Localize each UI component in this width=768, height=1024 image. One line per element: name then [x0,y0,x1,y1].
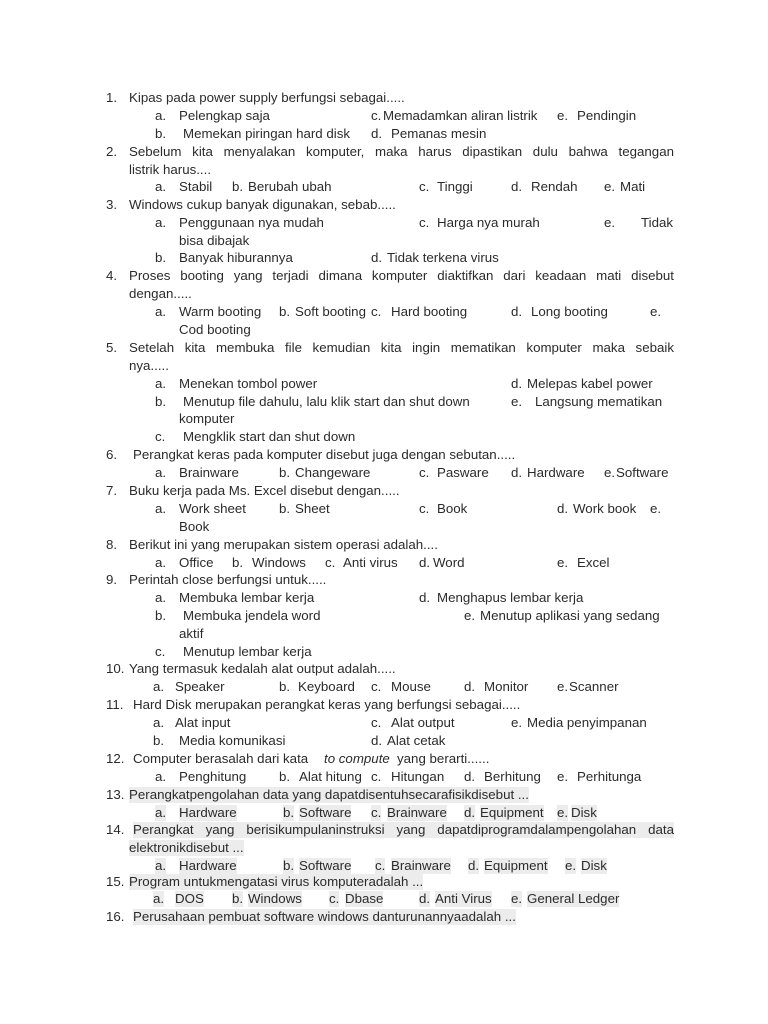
option-letter: d. [464,679,476,694]
question-text: Berikut ini yang merupakan sistem operasi adalah.... [129,537,438,552]
option-letter: b. [153,733,165,748]
option-letter: e. [464,608,476,623]
option-letter: d. [557,501,569,516]
option-text: Software [299,858,352,873]
option-letter: c. [155,429,166,444]
option-letter: e. [511,891,523,906]
option-text: Brainware [179,465,239,480]
option-letter: d. [371,250,383,265]
option-letter: a. [153,715,165,730]
question-number: 14. [106,822,125,837]
question-text-cont: listrik harus.... [129,162,212,177]
question-number: 5. [106,340,118,355]
question-number: 3. [106,197,118,212]
option-text: Windows [252,555,306,570]
option-text: Harga nya murah [437,215,540,230]
question-number: 8. [106,537,118,552]
option-text: Rendah [531,179,578,194]
option-text: Stabil [179,179,213,194]
option-text: Penggunaan nya mudah [179,215,324,230]
option-text: Brainware [387,805,447,820]
option-text: Hardware [527,465,585,480]
question-number: 15. [106,874,125,889]
option-text: Menutup file dahulu, lalu klik start dan shut down [183,394,470,409]
question-number: 13. [106,787,125,802]
option-letter: e. [650,501,662,516]
option-text: Equipment [480,805,544,820]
option-text: Banyak hiburannya [179,250,293,265]
question-text: Perangkat keras pada komputer disebut juga dengan sebutan..... [133,447,516,462]
question-number: 10. [106,661,125,676]
option-letter: e. [557,769,569,784]
question-text: Perusahaan pembuat software windows danturunannyaadalah ... [133,909,516,924]
option-letter: c. [371,304,382,319]
option-text: Hard booting [391,304,468,319]
option-text: Menghapus lembar kerja [437,590,584,605]
option-letter: c. [329,891,340,906]
option-letter: d. [464,805,476,820]
option-text: Keyboard [298,679,355,694]
question-text: Yang termasuk kedalah alat output adalah..... [129,661,396,676]
option-text: Warm booting [179,304,262,319]
question-text-cont: elektronikdisebut ... [129,840,244,855]
option-letter: e. [557,108,569,123]
option-text: Sheet [295,501,330,516]
option-letter: e. [557,679,569,694]
option-letter: e. [557,555,569,570]
option-letter: a. [155,501,167,516]
option-text: Membuka jendela word [183,608,321,623]
option-letter: c. [371,715,382,730]
option-letter: e. [604,215,616,230]
option-text: Langsung mematikan [535,394,663,409]
option-text: Windows [248,891,302,906]
option-text: Menutup aplikasi yang sedang [480,608,660,623]
option-letter: c. [371,769,382,784]
option-letter: c. [419,465,430,480]
option-letter: e. [604,179,616,194]
question-text-cont: nya..... [129,358,169,373]
option-text: Memadamkan aliran listrik [383,108,538,123]
option-letter: d. [419,891,431,906]
option-text: Hitungan [391,769,445,784]
option-text: Book [437,501,468,516]
option-text: Software [616,465,669,480]
option-letter: a. [155,590,167,605]
option-letter: b. [155,126,167,141]
option-text: Berhitung [484,769,541,784]
option-text: General Ledger [527,891,620,906]
option-letter: a. [155,215,167,230]
option-letter: b. [155,608,167,623]
option-text: Cod booting [179,322,251,337]
option-letter: b. [279,501,291,516]
option-text: Tidak [641,215,674,230]
option-text: Alat output [391,715,455,730]
option-letter: d. [464,769,476,784]
option-text: Penghitung [179,769,247,784]
option-letter: a. [155,805,167,820]
option-text: Mouse [391,679,431,694]
option-letter: c. [155,644,166,659]
option-text: Media penyimpanan [527,715,647,730]
option-letter: a. [155,376,167,391]
option-letter: b. [279,769,291,784]
option-letter: c. [419,501,430,516]
option-text: Anti virus [343,555,398,570]
option-letter: b. [232,179,244,194]
option-letter: e. [650,304,662,319]
option-letter: b. [279,304,291,319]
option-letter: e. [565,858,577,873]
option-letter: d. [419,590,431,605]
option-text: Alat cetak [387,733,446,748]
option-text: Dbase [345,891,384,906]
option-text: bisa dibajak [179,233,250,248]
question-text: Computer berasalah dari kata [133,751,309,766]
option-text: Long booting [531,304,608,319]
option-text: Alat input [175,715,231,730]
question-text: Perangkatpengolahan data yang dapatdisentuhsecarafisikdisebut ... [129,787,529,802]
option-text: aktif [179,626,204,641]
option-letter: c. [419,179,430,194]
question-text: Setelah kita membuka file kemudian kita ingin mematikan komputer maka sebaik [129,340,674,355]
option-letter: e. [511,715,523,730]
question-text: Perangkat yang berisikumpulaninstruksi yang dapatdiprogramdalampengolahan data [133,822,674,837]
option-text: Pelengkap saja [179,108,270,123]
question-text: Buku kerja pada Ms. Excel disebut dengan..... [129,483,400,498]
option-text: Menekan tombol power [179,376,318,391]
question-number: 6. [106,447,118,462]
option-letter: a. [155,108,167,123]
option-letter: a. [155,304,167,319]
question-text: Proses booting yang terjadi dimana komputer diaktifkan dari keadaan mati disebut [129,268,674,283]
option-text: Mati [620,179,646,194]
option-text: Brainware [391,858,451,873]
question-number: 9. [106,572,118,587]
option-letter: a. [155,858,167,873]
question-text: yang berarti...... [397,751,490,766]
option-text: komputer [179,411,235,426]
option-letter: a. [155,465,167,480]
question-text: Hard Disk merupakan perangkat keras yang berfungsi sebagai..... [133,697,521,712]
question-text: Perintah close berfungsi untuk..... [129,572,327,587]
option-text: Berubah ubah [248,179,332,194]
option-text: Changeware [295,465,371,480]
option-letter: a. [155,179,167,194]
option-letter: d. [371,126,383,141]
question-text: Sebelum kita menyalakan komputer, maka harus dipastikan dulu bahwa tegangan [129,144,674,159]
question-text: Kipas pada power supply berfungsi sebagai..... [129,90,405,105]
option-letter: b. [279,465,291,480]
option-letter: d. [468,858,480,873]
question-number: 16. [106,909,125,924]
option-letter: d. [419,555,431,570]
option-text: Equipment [484,858,548,873]
option-text: Media komunikasi [179,733,286,748]
option-text: Soft booting [295,304,366,319]
option-text: Pendingin [577,108,637,123]
option-text: Melepas kabel power [527,376,653,391]
question-text: Program untukmengatasi virus komputeradalah ... [129,874,424,889]
option-text: Hardware [179,805,237,820]
option-text: Pasware [437,465,489,480]
option-letter: b. [155,394,167,409]
option-letter: d. [371,733,383,748]
option-text: Work book [573,501,637,516]
question-number: 11. [106,697,124,712]
option-letter: a. [153,679,165,694]
option-letter: b. [155,250,167,265]
option-letter: c. [371,805,382,820]
question-text: Windows cukup banyak digunakan, sebab..... [129,197,396,212]
option-letter: a. [153,891,165,906]
option-letter: c. [375,858,386,873]
option-text: Mengklik start dan shut down [183,429,356,444]
option-text: Tinggi [437,179,473,194]
option-text: Hardware [179,858,237,873]
option-text: Excel [577,555,610,570]
option-text: Perhitunga [577,769,642,784]
question-text-italic: to compute [324,751,390,766]
option-letter: b. [283,858,295,873]
option-text: Memekan piringan hard disk [183,126,351,141]
option-letter: b. [232,891,244,906]
option-text: Work sheet [179,501,247,516]
option-text: Book [179,519,210,534]
option-letter: b. [283,805,295,820]
option-text: Software [299,805,352,820]
option-text: Alat hitung [299,769,362,784]
option-letter: b. [279,679,291,694]
option-text: Scanner [569,679,619,694]
option-text: Disk [581,858,607,873]
option-letter: c. [371,679,382,694]
option-letter: c. [325,555,336,570]
option-text: Pemanas mesin [391,126,487,141]
option-letter: c. [371,108,382,123]
option-text: Tidak terkena virus [387,250,499,265]
option-text: Monitor [484,679,529,694]
option-letter: d. [511,376,523,391]
question-text-cont: dengan..... [129,286,192,301]
option-text: Menutup lembar kerja [183,644,312,659]
option-letter: e. [511,394,523,409]
option-letter: c. [419,215,430,230]
question-number: 12. [106,751,125,766]
option-text: DOS [175,891,204,906]
option-text: Disk [571,805,597,820]
option-letter: b. [232,555,244,570]
option-text: Speaker [175,679,225,694]
option-text: Office [179,555,214,570]
option-letter: d. [511,465,523,480]
option-text: Anti Virus [435,891,492,906]
option-letter: d. [511,304,523,319]
option-text: Membuka lembar kerja [179,590,315,605]
question-number: 7. [106,483,118,498]
question-number: 2. [106,144,118,159]
question-number: 1. [106,90,118,105]
option-letter: a. [155,769,167,784]
option-letter: a. [155,555,167,570]
option-letter: e. [604,465,616,480]
option-letter: d. [511,179,523,194]
option-text: Word [433,555,465,570]
question-number: 4. [106,268,118,283]
option-letter: e. [557,805,569,820]
